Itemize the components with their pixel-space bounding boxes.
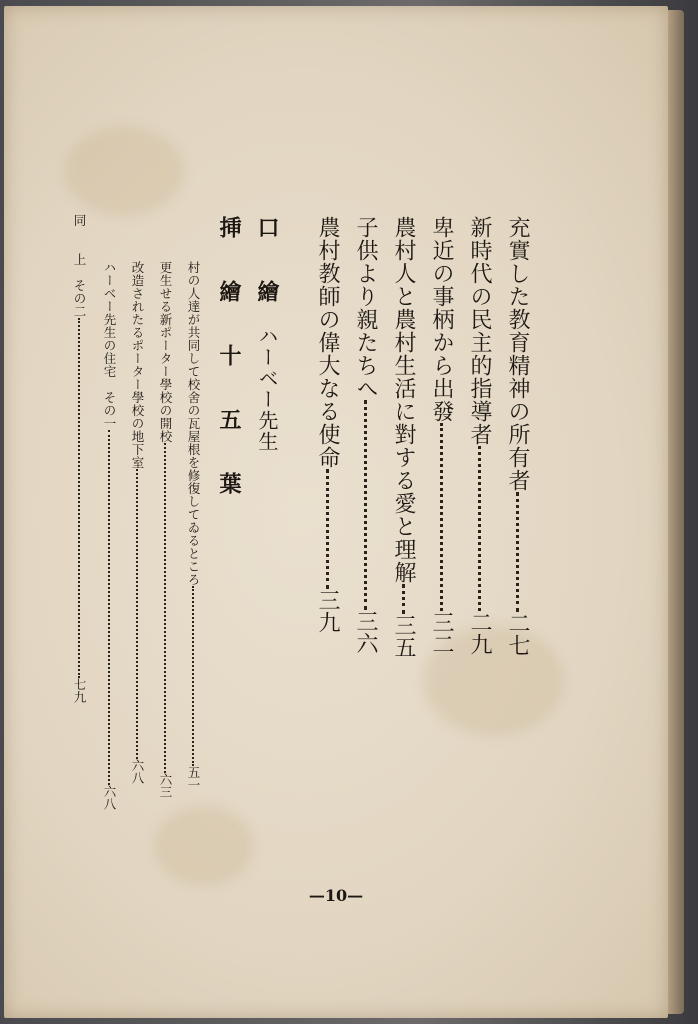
paper-stain	[154, 806, 254, 886]
leader-dots	[478, 446, 481, 611]
frontispiece-text: ハーベー先生	[255, 326, 279, 452]
toc-entry	[426, 216, 457, 655]
toc-entry-page: 二九	[467, 611, 492, 655]
leader-dots	[164, 443, 166, 773]
leader-dots	[402, 584, 405, 614]
illustration-entry	[184, 261, 202, 791]
illustration-page: 五一	[186, 766, 201, 791]
frontispiece	[252, 216, 283, 452]
document-page	[4, 6, 668, 1018]
toc-entry-title: 農村人と農村生活に對する愛と理解	[391, 216, 416, 584]
toc-entry	[502, 216, 533, 656]
toc-entry-page: 三五	[391, 614, 416, 658]
toc-entry-title: 新時代の民主的指導者	[467, 216, 492, 446]
paper-stain	[64, 126, 184, 216]
illustration-title: ハーベー先生の住宅 その一	[102, 261, 117, 430]
leader-dots	[326, 469, 329, 589]
toc-entry	[312, 216, 343, 633]
frontispiece-label: 口 繪	[254, 216, 280, 312]
toc-entry	[388, 216, 419, 658]
toc-entry	[350, 216, 381, 654]
toc-entry-page: 三二	[429, 611, 454, 655]
leader-dots	[440, 423, 443, 611]
leader-dots	[136, 469, 138, 759]
illustration-entry	[70, 214, 88, 703]
toc-entry-title: 充實した教育精神の所有者	[505, 216, 530, 492]
illustration-title: 村の人達が共同して校舍の瓦屋根を修復してゐるところ	[186, 261, 201, 586]
illustration-entry	[128, 261, 146, 784]
leader-dots	[192, 586, 194, 766]
illustration-page: 六三	[158, 773, 173, 798]
toc-entry-title: 卑近の事柄から出發	[429, 216, 454, 423]
leader-dots	[364, 400, 367, 610]
illustration-title: 改造されたるポーター學校の地下室	[130, 261, 145, 469]
leader-dots	[108, 430, 110, 785]
toc-entry-page: 二七	[505, 612, 530, 656]
illustration-page: 七九	[72, 678, 87, 703]
toc-entry-page: 三九	[315, 589, 340, 633]
toc-entry	[464, 216, 495, 655]
illustration-entry	[100, 261, 118, 810]
illustration-title: 同 上 その二	[72, 214, 87, 318]
page-number: —10—	[308, 886, 364, 905]
illustrations-heading: 挿 繪 十 五 葉	[216, 216, 242, 504]
illustration-page: 六八	[130, 759, 145, 784]
illustration-page: 六八	[102, 785, 117, 810]
illustration-title: 更生せる新ポーター學校の開校	[158, 261, 173, 443]
illustration-entry	[156, 261, 174, 798]
toc-entry-title: 子供より親たちへ	[353, 216, 378, 400]
leader-dots	[78, 318, 80, 678]
toc-entry-page: 三六	[353, 610, 378, 654]
leader-dots	[516, 492, 519, 612]
toc-entry-title: 農村教師の偉大なる使命	[315, 216, 340, 469]
